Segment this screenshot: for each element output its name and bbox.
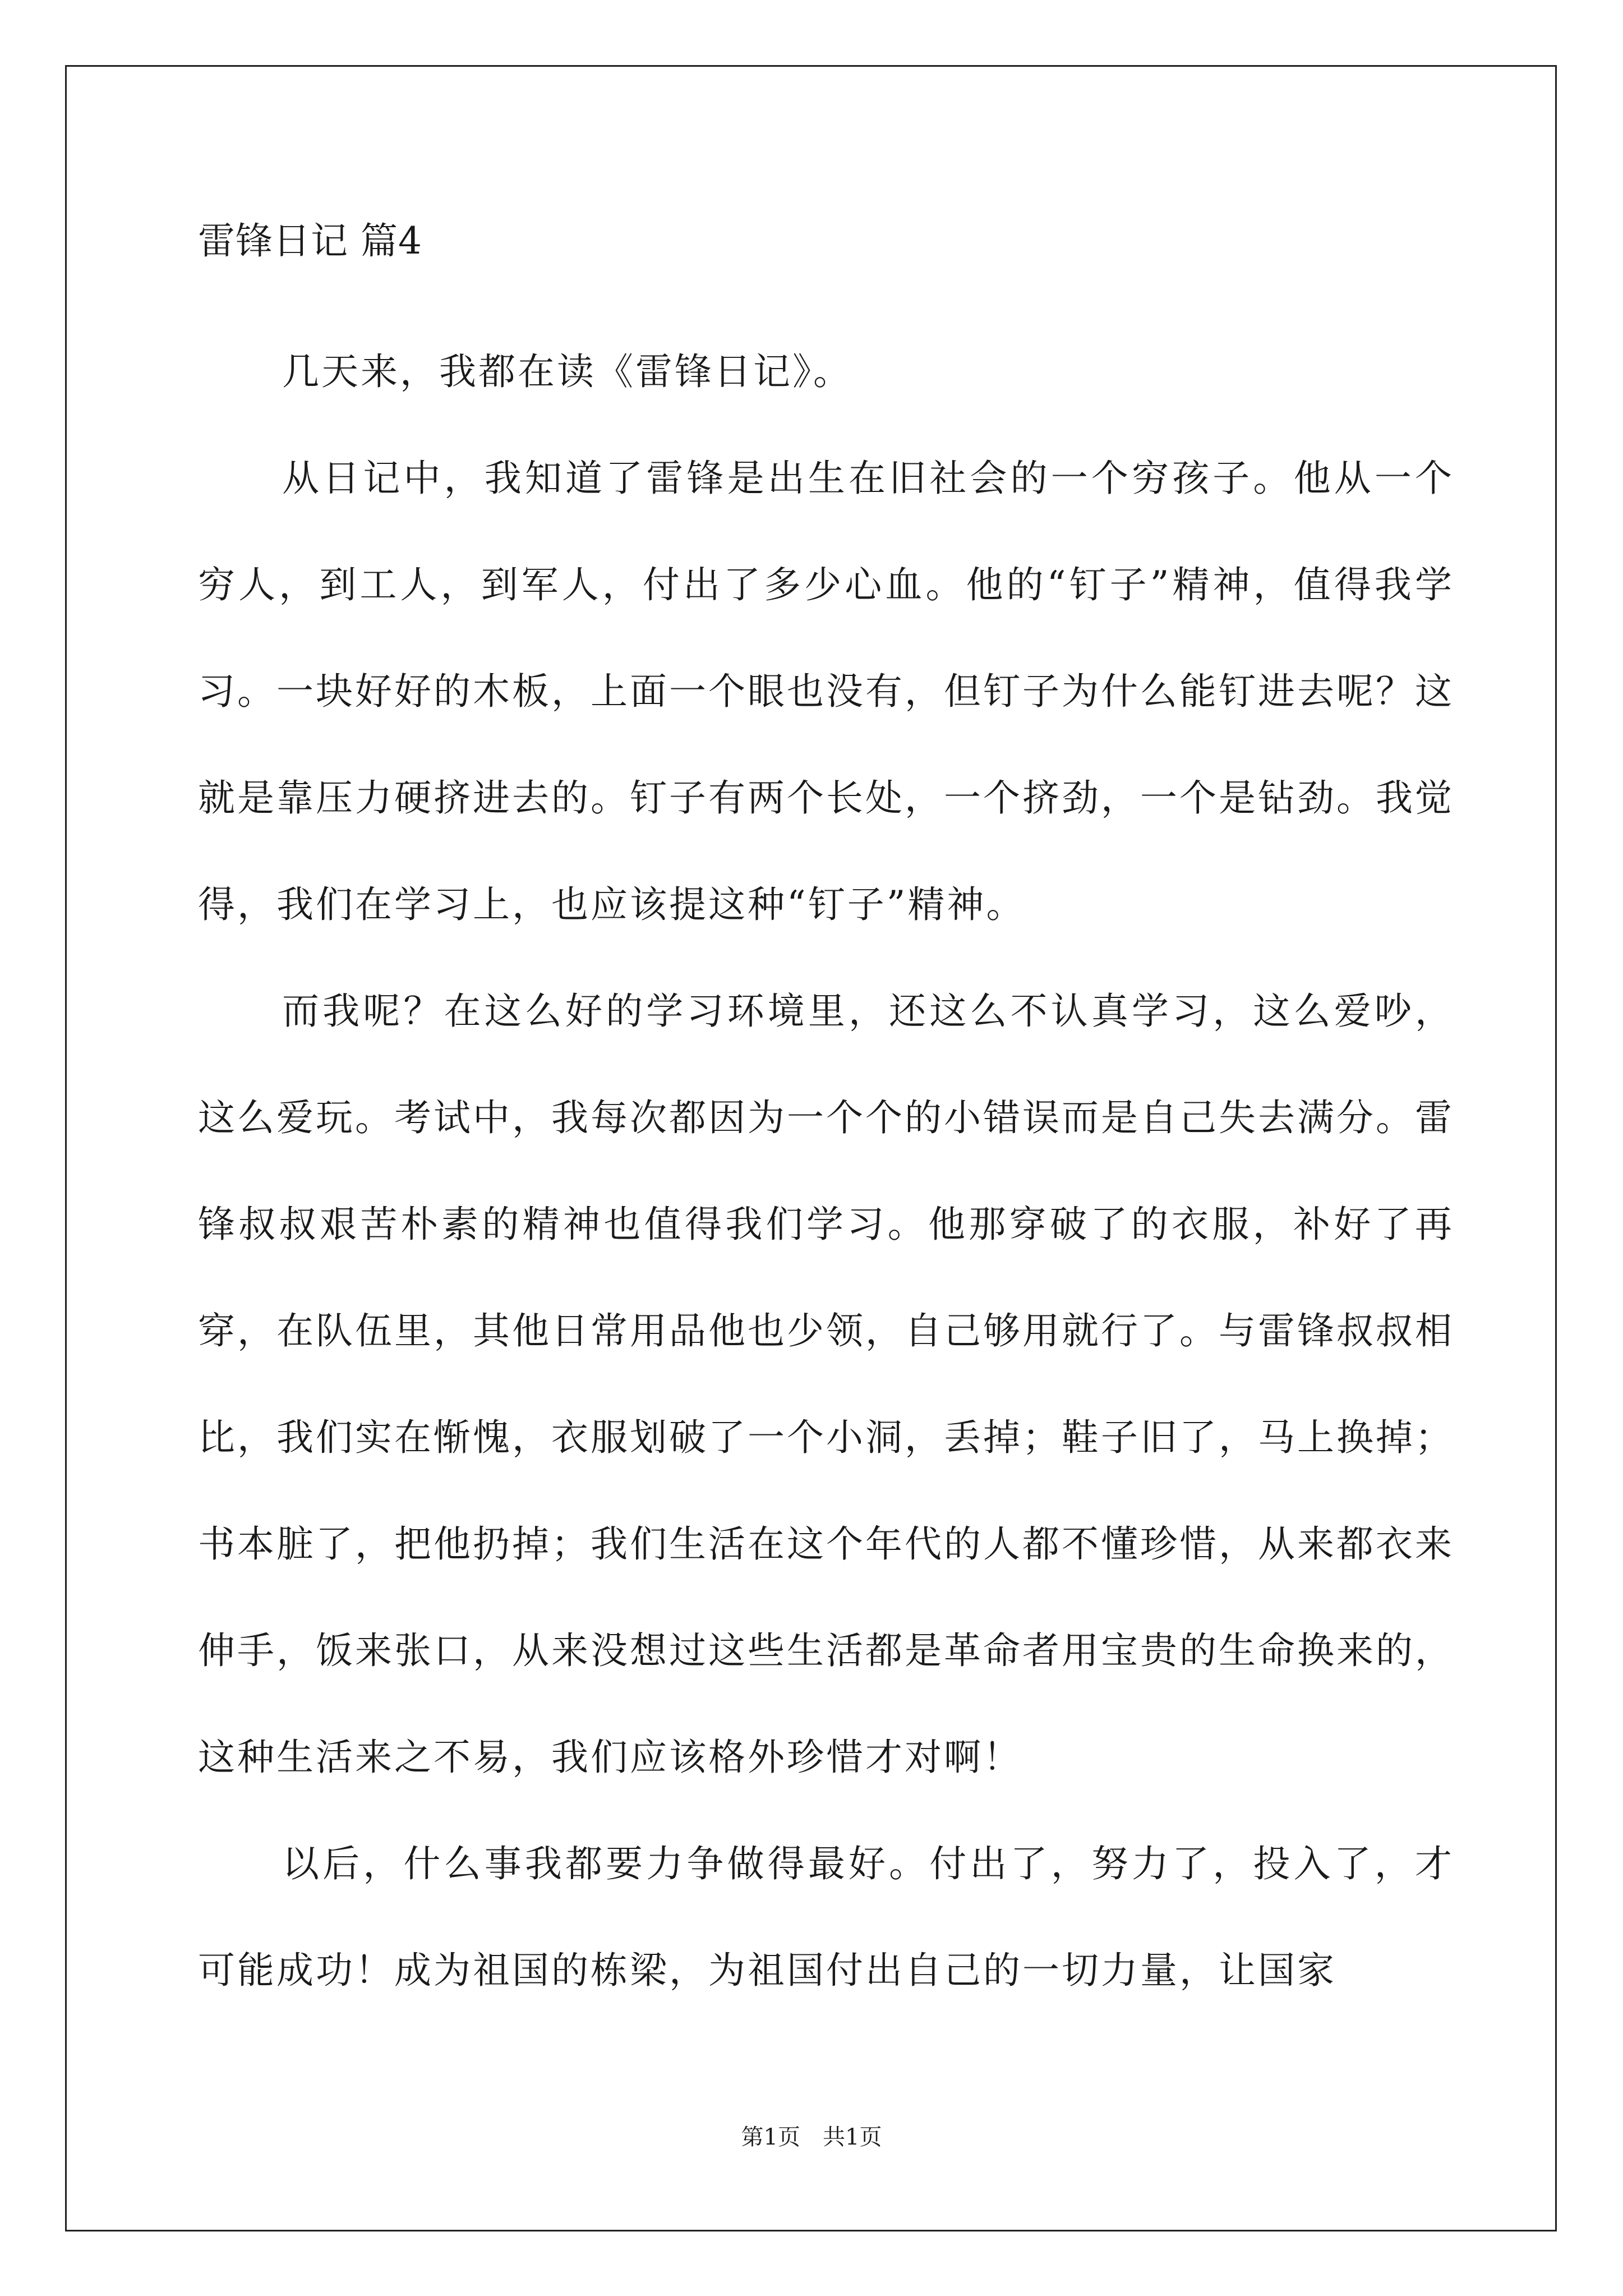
document-title: 雷锋日记 篇4	[198, 219, 422, 263]
paragraph-4: 以后，什么事我都要力争做得最好。付出了，努力了，投入了，才可能成功！成为祖国的栋梁，为祖国付出自己的一切力量，让国家	[198, 1842, 1454, 1992]
paragraph-3: 而我呢？在这么好的学习环境里，还这么不认真学习，这么爱吵，这么爱玩。考试中，我每次都因为一个个的小错误而是自己失去满分。雷锋叔叔艰苦朴素的精神也值得我们学习。他那穿破了的衣服，补好了再穿，在队伍里，其他日常用品他也少领，自己够用就行了。与雷锋叔叔相比，我们实在惭愧，衣服划破了一个小洞，丢掉；鞋子旧了，马上换掉；书本脏了，把他扔掉；我们生活在这个年代的人都不懂珍惜，从来都衣来伸手，饭来张口，从来没想过这些生活都是革命者用宝贵的生命换来的，这种生活来之不易，我们应该格外珍惜才对啊！	[198, 990, 1454, 1779]
document-body	[198, 213, 1454, 2024]
page-number-footer: 第1页 共1页	[741, 2124, 882, 2150]
paragraph-2: 从日记中，我知道了雷锋是出生在旧社会的一个穷孩子。他从一个穷人，到工人，到军人，付出了多少心血。他的“钉子”精神，值得我学习。一块好好的木板，上面一个眼也没有，但钉子为什么能钉进去呢？这就是靠压力硬挤进去的。钉子有两个长处，一个挤劲，一个是钻劲。我觉得，我们在学习上，也应该提这种“钉子”精神。	[198, 457, 1454, 926]
paragraph-1: 几天来，我都在读《雷锋日记》。	[282, 350, 852, 393]
